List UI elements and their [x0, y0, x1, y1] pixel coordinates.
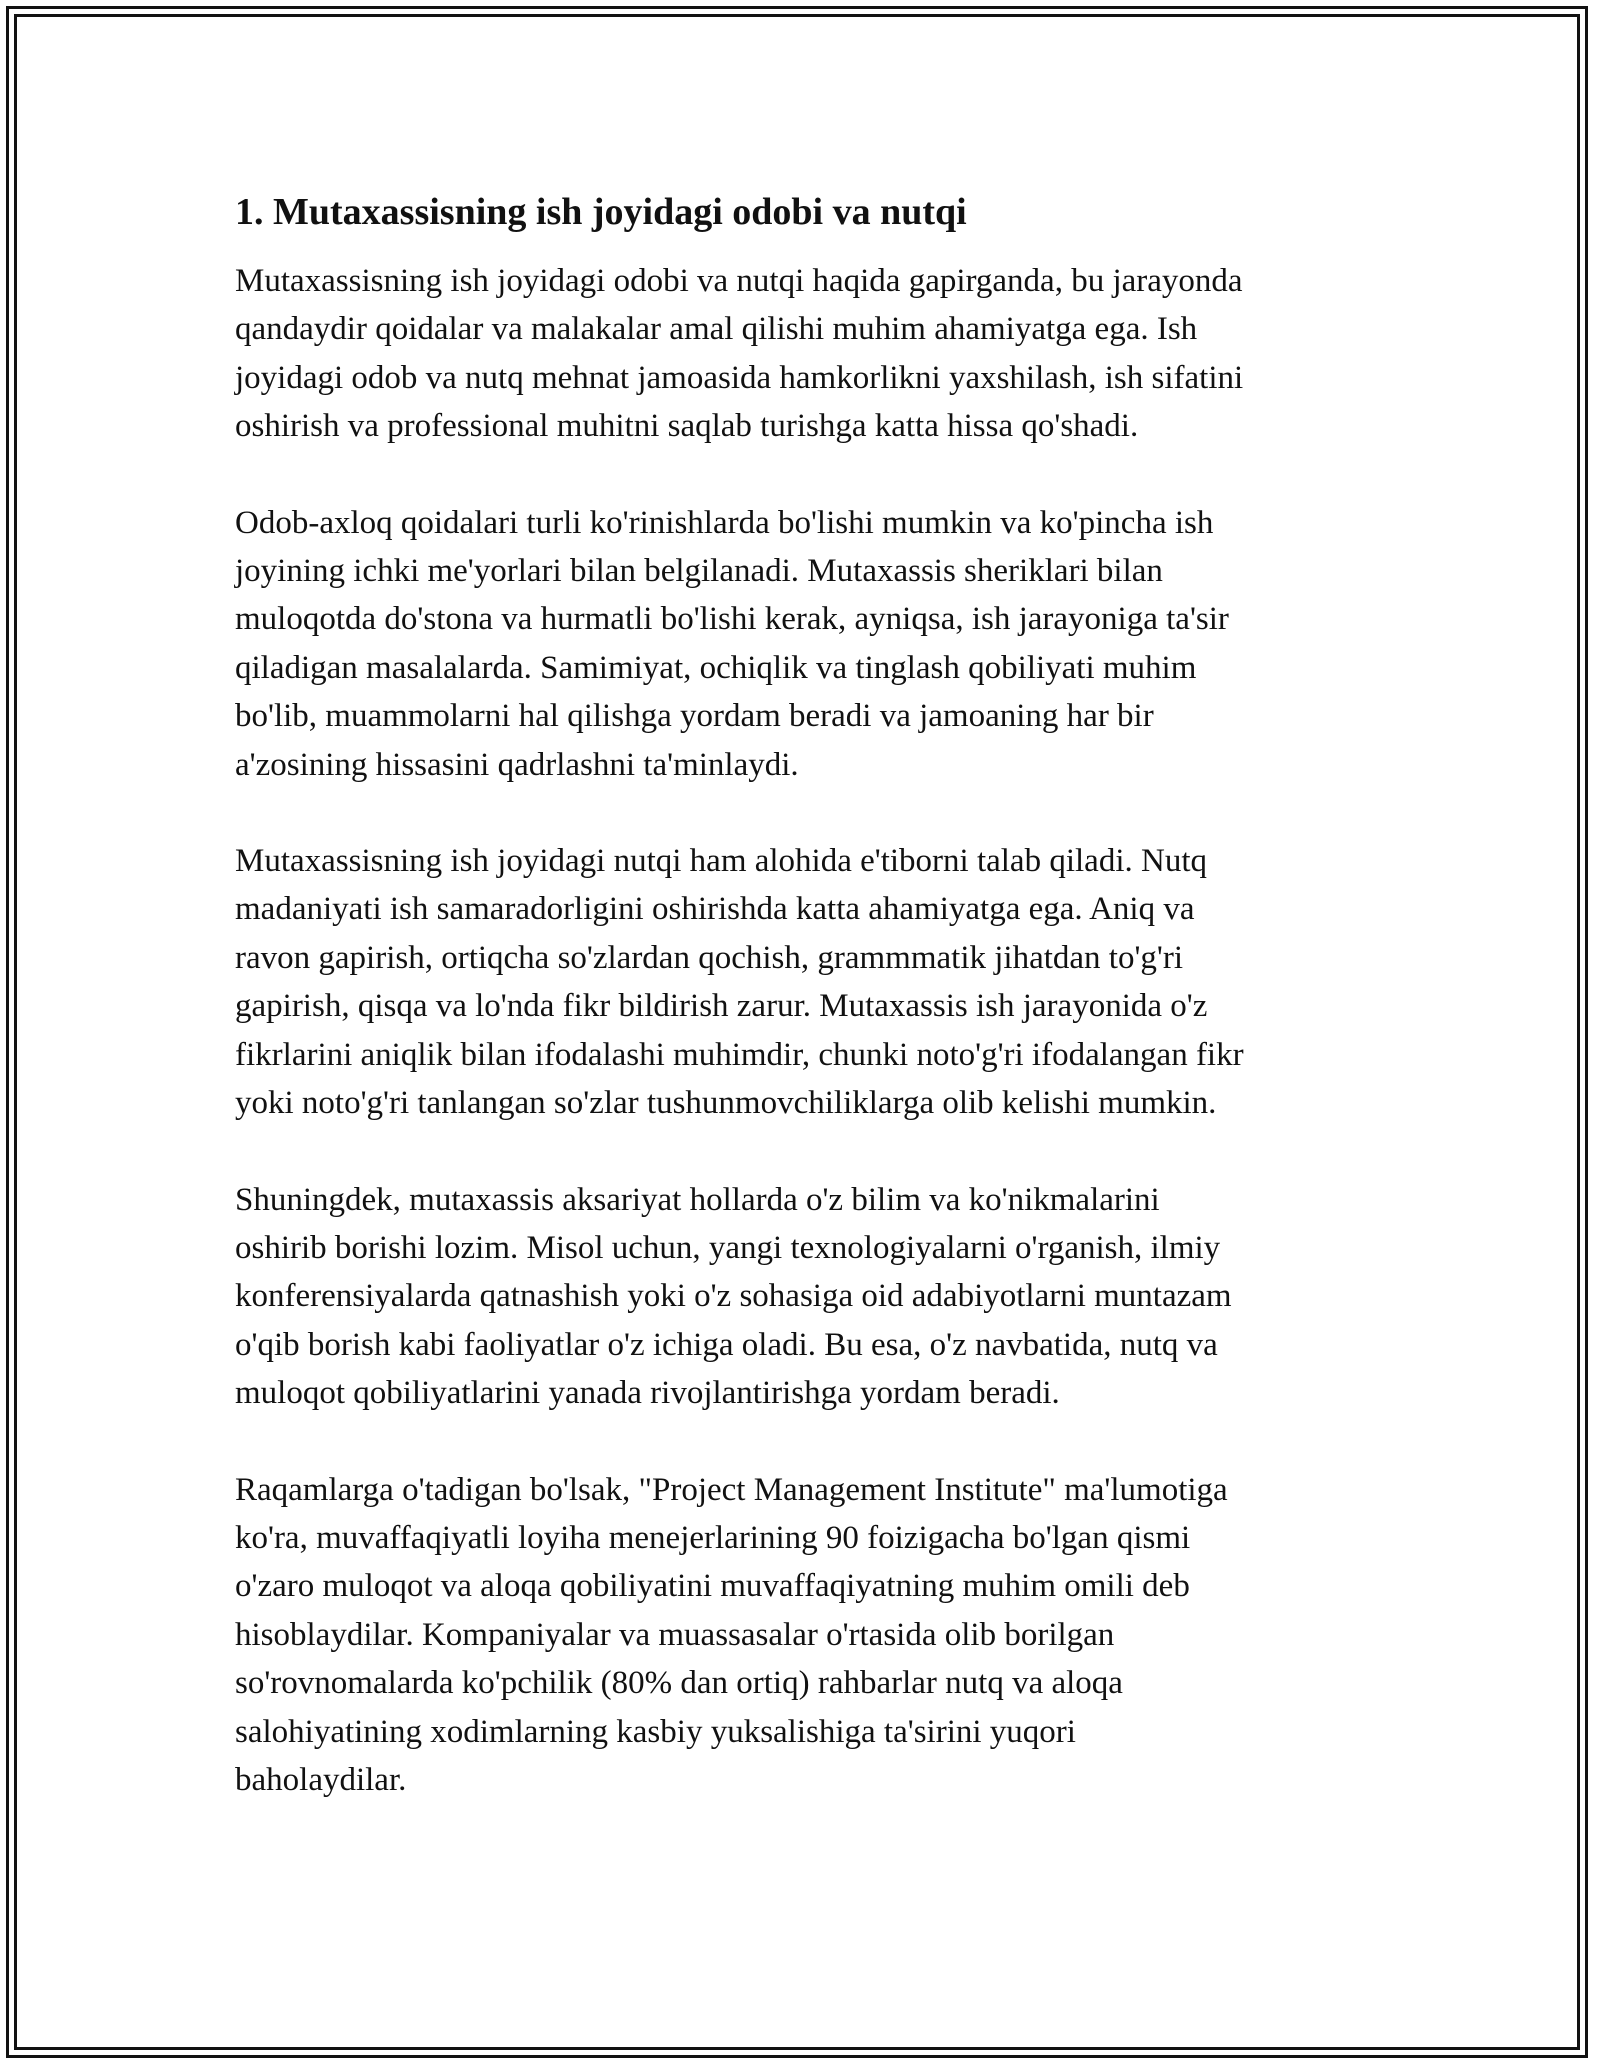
paragraph-1: Mutaxassisning ish joyidagi odobi va nutqi haqida gapirganda, bu jarayonda qandaydir qoidalar va malakalar amal qilishi muhim ahamiyatga ega. Ish joyidagi odob va nutq mehnat jamoasida hamkorlikni yaxshilash, ish sifatini oshirish va professional muhitni saqlab turishga katta hissa qo'shadi.	[235, 263, 1244, 445]
paragraph-3: Mutaxassisning ish joyidagi nutqi ham alohida e'tiborni talab qiladi. Nutq madaniyati ish samaradorligini oshirishda katta ahamiyatga ega. Aniq va ravon gapirish, ortiqcha so'zlardan qochish, grammmatik jihatdan to'g'ri gapirish, qisqa va lo'nda fikr bildirish zarur. Mutaxassis ish jarayonida o'z fikrlarini aniqlik bilan ifodalashi muhimdir, chunki noto'g'ri ifodalangan fikr yoki noto'g'ri tanlangan so'zlar tushunmovchiliklarga olib kelishi mumkin.	[235, 843, 1244, 1122]
paragraph-5: Raqamlarga o'tadigan bo'lsak, "Project Management Institute" ma'lumotiga ko'ra, muvaffaqiyatli loyiha menejerlarining 90 foizigacha bo'lgan qismi o'zaro muloqot va aloqa qobiliyatini muvaffaqiyatning muhim omili deb hisoblaydilar. Kompaniyalar va muassasalar o'rtasida olib borilgan so'rovnomalarda ko'pchilik (80% dan ortiq) rahbarlar nutq va aloqa salohiyatining xodimlarning kasbiy yuksalishiga ta'sirini yuqori baholaydilar.	[235, 1471, 1228, 1798]
paragraph-2: Odob-axloq qoidalari turli ko'rinishlarda bo'lishi mumkin va ko'pincha ish joyining ichki me'yorlari bilan belgilanadi. Mutaxassis sheriklari bilan muloqotda do'stona va hurmatli bo'lishi kerak, ayniqsa, ish jarayoniga ta'sir qiladigan masalalarda. Samimiyat, ochiqlik va tinglash qobiliyati muhim bo'lib, muammolarni hal qilishga yordam beradi va jamoaning har bir a'zosining hissasini qadrlashni ta'minlaydi.	[235, 504, 1229, 783]
document-body	[235, 185, 1375, 1852]
paragraph-4: Shuningdek, mutaxassis aksariyat hollarda o'z bilim va ko'nikmalarini oshirib borishi lozim. Misol uchun, yangi texnologiyalarni o'rganish, ilmiy konferensiyalarda qatnashish yoki o'z sohasiga oid adabiyotlarni muntazam o'qib borish kabi faoliyatlar o'z ichiga oladi. Bu esa, o'z navbatida, nutq va muloqot qobiliyatlarini yanada rivojlantirishga yordam beradi.	[235, 1181, 1232, 1412]
section-heading: 1. Mutaxassisning ish joyidagi odobi va nutqi	[235, 191, 967, 233]
